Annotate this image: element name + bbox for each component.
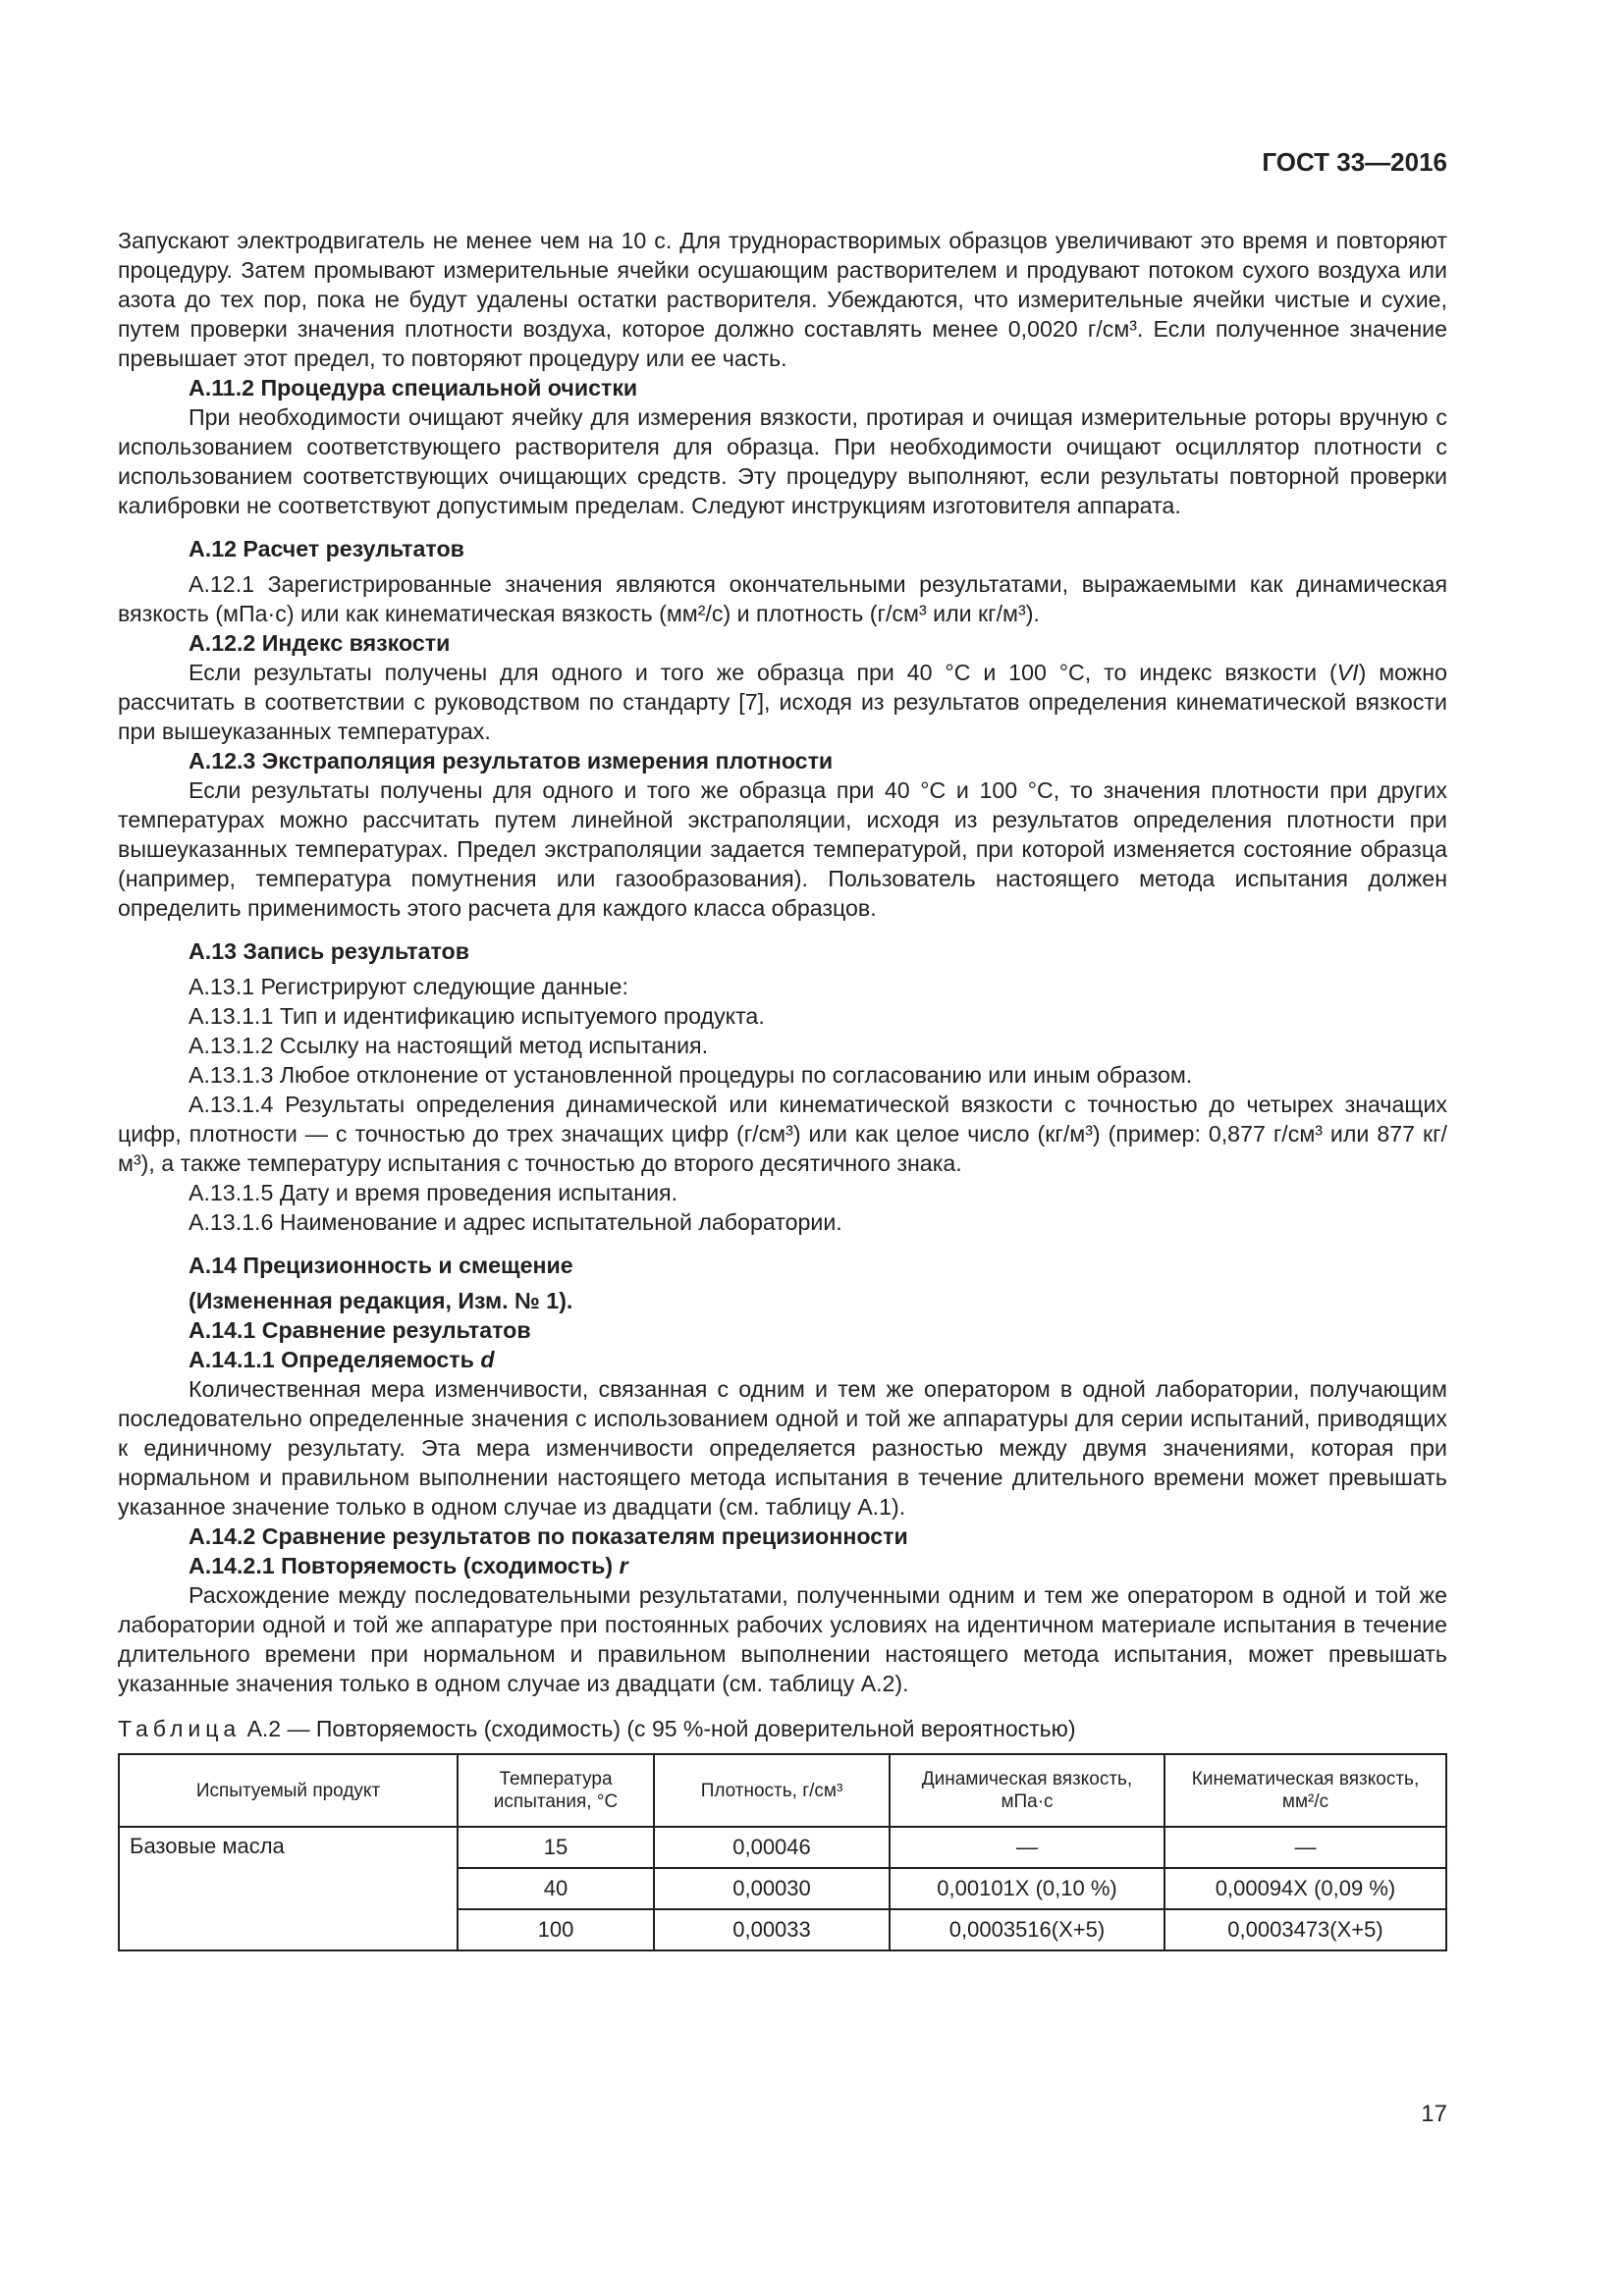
table-header-row [119, 1754, 1446, 1827]
symbol-d: d [480, 1347, 495, 1372]
heading-text: А.14.2.1 Повторяемость (сходимость) [189, 1553, 614, 1578]
paragraph: Количественная мера изменчивости, связанная с одним и тем же оператором в одной лаборатории, получающим последовательно определенные значения с использованием одной и той же аппаратуры для серии испытаний, приводящих к единичному результату. Эта мера изменчивости определяется разностью между двумя значениями, которая при нормальном и правильном выполнении настоящего метода испытания в течение длительного времени может превышать указанное значение только в одном случае из двадцати (см. таблицу А.1). [118, 1376, 1447, 1520]
paragraph: Запускают электродвигатель не менее чем на 10 с. Для труднорастворимых образцов увеличивают это время и повторяют процедуру. Затем промывают измерительные ячейки осушающим растворителем и продувают потоком сухого воздуха или азота до тех пор, пока не будут удалены остатки растворителя. Убеждаются, что измерительные ячейки чистые и сухие, путем проверки значения плотности воздуха, которое должно составлять менее 0,0020 г/см³. Если полученное значение превышает этот предел, то повторяют процедуру или ее часть. [118, 228, 1447, 371]
amendment-note: (Измененная редакция, Изм. № 1). [189, 1288, 573, 1313]
page-number: 17 [1421, 2101, 1447, 2127]
text-run: Если результаты получены для одного и того же образца при 40 °С и 100 °С, то индекс вязкости ( [189, 660, 1337, 685]
table-cell: 0,00094X (0,09 %) [1164, 1868, 1446, 1909]
document-body [118, 226, 1447, 1951]
list-item: А.13.1.1 Тип и идентификацию испытуемого продукта. [189, 1003, 765, 1029]
section-heading: А.11.2 Процедура специальной очистки [189, 375, 638, 400]
table-cell: 15 [458, 1827, 654, 1868]
table-cell: 0,00101X (0,10 %) [890, 1868, 1164, 1909]
table-cell: 100 [458, 1909, 654, 1950]
column-header: Кинематическая вязкость, мм²/с [1164, 1754, 1446, 1827]
paragraph: А.12.1 Зарегистрированные значения являются окончательными результатами, выражаемыми как динамическая вязкость (мПа·с) или как кинематическая вязкость (мм²/с) и плотность (г/см³ или кг/м³). [118, 571, 1447, 626]
list-item: А.13.1.5 Дату и время проведения испытания. [189, 1180, 678, 1205]
table-cell: 0,00033 [654, 1909, 890, 1950]
paragraph: При необходимости очищают ячейку для измерения вязкости, протирая и очищая измерительные роторы вручную с использованием соответствующего растворителя для образца. При необходимости очищают осциллятор плотности с использованием соответствующих очищающих средств. Эту процедуру выполняют, если результаты повторной проверки калибровки не соответствуют допустимым пределам. Следуют инструкциям изготовителя аппарата. [118, 404, 1447, 518]
section-heading: А.12.2 Индекс вязкости [189, 630, 451, 656]
repeatability-table [118, 1753, 1447, 1951]
table-cell: 0,00046 [654, 1827, 890, 1868]
table-cell: 0,0003516(X+5) [890, 1909, 1164, 1950]
symbol-r: r [619, 1553, 628, 1578]
table-caption [118, 1714, 1447, 1743]
list-item: А.13.1.2 Ссылку на настоящий метод испытания. [189, 1033, 709, 1058]
heading-text: А.14.1.1 Определяемость [189, 1347, 474, 1372]
symbol-vi: VI [1336, 660, 1359, 685]
section-heading [189, 1551, 1447, 1580]
table-row [119, 1827, 1446, 1868]
section-heading: А.13 Запись результатов [189, 938, 469, 964]
section-heading: А.12.3 Экстраполяция результатов измерения плотности [189, 748, 834, 774]
column-header: Испытуемый продукт [119, 1754, 458, 1827]
column-header: Динамическая вязкость, мПа·с [890, 1754, 1164, 1827]
section-heading: А.14.2 Сравнение результатов по показателям прецизионности [189, 1523, 908, 1549]
column-header: Плотность, г/см³ [654, 1754, 890, 1827]
list-item: А.13.1.3 Любое отклонение от установленной процедуры по согласованию или иным образом. [189, 1062, 1193, 1088]
caption-word: Таблица [118, 1716, 242, 1741]
list-item: А.13.1.4 Результаты определения динамической или кинематической вязкости с точностью до четырех значащих цифр, плотности — с точностью до трех значащих цифр (г/см³) или как целое число (кг/м³) (пример: 0,877 г/см³ или 877 кг/м³), а также температуру испытания с точностью до второго десятичного знака. [118, 1092, 1447, 1176]
section-heading [189, 1345, 1447, 1374]
list-item: А.13.1 Регистрируют следующие данные: [189, 974, 628, 999]
caption-text: А.2 — Повторяемость (сходимость) (с 95 %-ной доверительной вероятностью) [246, 1716, 1076, 1741]
text-run: ) можно рассчитать в соответствии с руководством по стандарту [7], исходя из результатов определения кинематической вязкости при вышеуказанных температурах. [118, 660, 1447, 744]
table-cell: — [1164, 1827, 1446, 1868]
section-heading: А.14.1 Сравнение результатов [189, 1317, 531, 1343]
paragraph: Расхождение между последовательными результатами, полученными одним и тем же оператором в одной и той же лаборатории одной и той же аппаратуре при постоянных рабочих условиях на идентичном материале испытания в течение длительного времени при нормальном и правильном выполнении настоящего метода испытания, может превышать указанные значения только в одном случае из двадцати (см. таблицу А.2). [118, 1582, 1447, 1696]
table-cell: 0,00030 [654, 1868, 890, 1909]
column-header: Температура испытания, °С [458, 1754, 654, 1827]
section-heading: А.14 Прецизионность и смещение [189, 1253, 573, 1278]
document-header: ГОСТ 33—2016 [1262, 147, 1447, 177]
list-item: А.13.1.6 Наименование и адрес испытательной лаборатории. [189, 1209, 842, 1235]
table-cell: 40 [458, 1868, 654, 1909]
table-cell: — [890, 1827, 1164, 1868]
product-cell: Базовые масла [119, 1827, 458, 1950]
paragraph: Если результаты получены для одного и того же образца при 40 °С и 100 °С, то значения плотности при других температурах можно рассчитать путем линейной экстраполяции, исходя из результатов определения плотности при вышеуказанных температурах. Предел экстраполяции задается температурой, при которой изменяется состояние образца (например, температура помутнения или газообразования). Пользователь настоящего метода испытания должен определить применимость этого расчета для каждого класса образцов. [118, 777, 1447, 921]
section-heading: А.12 Расчет результатов [189, 536, 464, 561]
table-cell: 0,0003473(X+5) [1164, 1909, 1446, 1950]
paragraph [118, 658, 1447, 746]
